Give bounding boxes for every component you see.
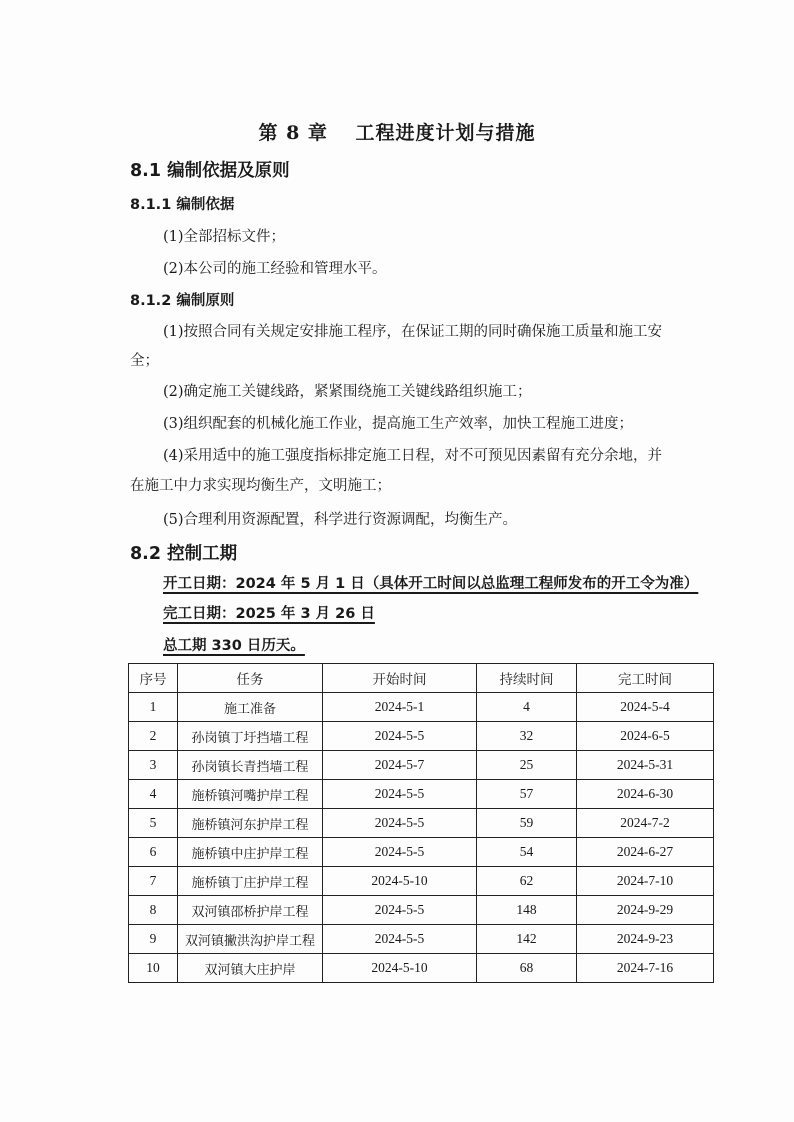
- cell-task: 施桥镇河东护岸工程: [178, 809, 323, 838]
- cell-task: 施工准备: [178, 693, 323, 722]
- cell-start: 2024-5-5: [323, 780, 477, 809]
- cell-duration: 4: [477, 693, 577, 722]
- cell-index: 10: [129, 954, 178, 983]
- cell-start: 2024-5-10: [323, 867, 477, 896]
- cell-duration: 59: [477, 809, 577, 838]
- principle-item-5: (5)合理利用资源配置，科学进行资源调配，均衡生产。: [163, 512, 518, 528]
- cell-index: 7: [129, 867, 178, 896]
- cell-end: 2024-6-5: [577, 722, 714, 751]
- cell-duration: 68: [477, 954, 577, 983]
- principle-item-1-line-1: (1)按照合同有关规定安排施工程序，在保证工期的同时确保施工质量和施工安: [163, 324, 663, 340]
- cell-duration: 148: [477, 896, 577, 925]
- table-row: [129, 838, 714, 867]
- cell-index: 2: [129, 722, 178, 751]
- cell-start: 2024-5-5: [323, 722, 477, 751]
- col-header-task: 任务: [178, 664, 323, 693]
- col-header-start: 开始时间: [323, 664, 477, 693]
- section-8-1-heading: 8.1 编制依据及原则: [130, 161, 290, 181]
- cell-task: 双河镇撇洪沟护岸工程: [178, 925, 323, 954]
- col-header-duration: 持续时间: [477, 664, 577, 693]
- cell-end: 2024-5-4: [577, 693, 714, 722]
- cell-end: 2024-7-10: [577, 867, 714, 896]
- cell-index: 9: [129, 925, 178, 954]
- chapter-title: 第 8 章 工程进度计划与措施: [258, 122, 536, 144]
- table-row: [129, 954, 714, 983]
- table-row: [129, 896, 714, 925]
- cell-start: 2024-5-7: [323, 751, 477, 780]
- cell-task: 双河镇大庄护岸: [178, 954, 323, 983]
- cell-start: 2024-5-10: [323, 954, 477, 983]
- cell-index: 6: [129, 838, 178, 867]
- basis-item-1: (1)全部招标文件；: [163, 229, 286, 245]
- total-duration-line: 总工期 330 日历天。: [163, 638, 305, 654]
- cell-duration: 142: [477, 925, 577, 954]
- col-header-index: 序号: [129, 664, 178, 693]
- cell-start: 2024-5-5: [323, 896, 477, 925]
- table-row: [129, 693, 714, 722]
- table-row: [129, 751, 714, 780]
- cell-start: 2024-5-5: [323, 809, 477, 838]
- table-row: [129, 780, 714, 809]
- cell-start: 2024-5-5: [323, 925, 477, 954]
- principle-item-2: (2)确定施工关键线路，紧紧围绕施工关键线路组织施工；: [163, 384, 532, 400]
- table-row: [129, 925, 714, 954]
- table-row: [129, 809, 714, 838]
- cell-end: 2024-7-2: [577, 809, 714, 838]
- cell-duration: 54: [477, 838, 577, 867]
- section-8-1-1-heading: 8.1.1 编制依据: [130, 197, 235, 213]
- schedule-table: [128, 663, 714, 983]
- cell-task: 施桥镇河嘴护岸工程: [178, 780, 323, 809]
- cell-end: 2024-6-27: [577, 838, 714, 867]
- table-row: [129, 722, 714, 751]
- cell-end: 2024-6-30: [577, 780, 714, 809]
- cell-index: 5: [129, 809, 178, 838]
- principle-item-1-line-2: 全；: [130, 353, 159, 369]
- cell-task: 孙岗镇丁圩挡墙工程: [178, 722, 323, 751]
- col-header-end: 完工时间: [577, 664, 714, 693]
- start-date-line: 开工日期：2024 年 5 月 1 日（具体开工时间以总监理工程师发布的开工令为准）: [163, 576, 699, 592]
- cell-task: 双河镇邵桥护岸工程: [178, 896, 323, 925]
- table-header-row: [129, 664, 714, 693]
- cell-duration: 57: [477, 780, 577, 809]
- cell-end: 2024-9-23: [577, 925, 714, 954]
- table-row: [129, 867, 714, 896]
- cell-start: 2024-5-5: [323, 838, 477, 867]
- cell-start: 2024-5-1: [323, 693, 477, 722]
- cell-end: 2024-9-29: [577, 896, 714, 925]
- cell-task: 施桥镇丁庄护岸工程: [178, 867, 323, 896]
- cell-duration: 25: [477, 751, 577, 780]
- cell-index: 8: [129, 896, 178, 925]
- principle-item-3: (3)组织配套的机械化施工作业，提高施工生产效率，加快工程施工进度；: [163, 416, 634, 432]
- section-8-1-2-heading: 8.1.2 编制原则: [130, 293, 235, 309]
- cell-index: 1: [129, 693, 178, 722]
- basis-item-2: (2)本公司的施工经验和管理水平。: [163, 261, 387, 277]
- principle-item-4-line-1: (4)采用适中的施工强度指标排定施工日程，对不可预见因素留有充分余地，并: [163, 448, 663, 464]
- cell-end: 2024-5-31: [577, 751, 714, 780]
- end-date-line: 完工日期：2025 年 3 月 26 日: [163, 606, 375, 622]
- cell-end: 2024-7-16: [577, 954, 714, 983]
- cell-index: 3: [129, 751, 178, 780]
- cell-task: 孙岗镇长青挡墙工程: [178, 751, 323, 780]
- cell-duration: 32: [477, 722, 577, 751]
- cell-task: 施桥镇中庄护岸工程: [178, 838, 323, 867]
- principle-item-4-line-2: 在施工中力求实现均衡生产，文明施工；: [130, 478, 391, 494]
- cell-index: 4: [129, 780, 178, 809]
- cell-duration: 62: [477, 867, 577, 896]
- section-8-2-heading: 8.2 控制工期: [130, 544, 238, 564]
